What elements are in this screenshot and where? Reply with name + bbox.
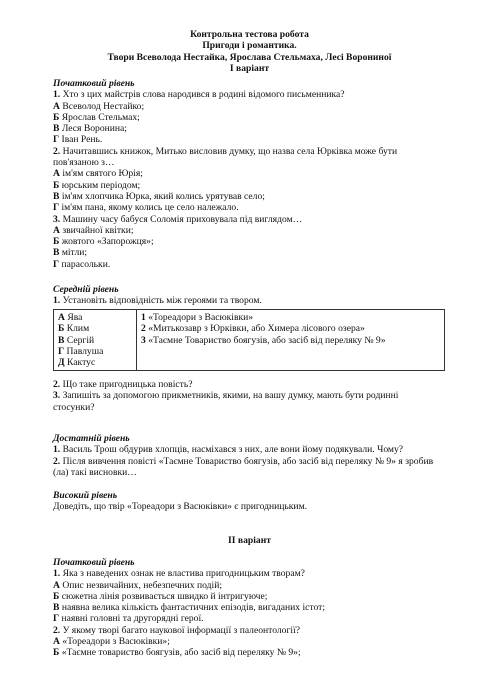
hero-item: Д Кактус <box>58 357 96 369</box>
task-text: Доведіть, що твір «Тореадори з Васюківки» є пригодницьким. <box>53 501 308 513</box>
variant-title: І варіант <box>229 62 270 74</box>
question-continued: пов'язаною з… <box>53 157 115 169</box>
level-heading: Середній рівень <box>53 284 119 295</box>
work-item: 3 «Таємне Товариство боягузів, або засіб від переляку № 9» <box>141 334 386 346</box>
answer-option: Г ім'ям пана, якому колись це село належало. <box>53 202 239 214</box>
answer-option: А ім'ям святого Юрія; <box>53 168 143 180</box>
answer-option: Г парасольки. <box>53 258 111 270</box>
answer-option: В Леся Воронина; <box>53 123 127 135</box>
works-title: Твори Всеволода Нестайка, Ярослава Стельмаха, Лесі Ворониної <box>107 51 392 63</box>
hero-item: А Ява <box>58 312 83 323</box>
topic-title: Пригоди і романтика. <box>202 40 297 52</box>
level-heading: Достатній рівень <box>53 433 130 444</box>
answer-option: Б «Таємне товариство боягузів, або засіб від переляку № 9»; <box>53 647 301 659</box>
heroes-column <box>54 310 137 371</box>
answer-option: Б Ярослав Стельмах; <box>53 111 140 123</box>
answer-option: Б жовтого «Запорожця»; <box>53 236 154 248</box>
answer-option: В ім'ям хлопчика Юрка, який колись урятував село; <box>53 190 265 202</box>
level-heading: Початковий рівень <box>53 557 135 568</box>
question: 2. Після вивчення повісті «Таємне Товариство боягузів, або засіб від переляку № 9» я зробив <box>53 455 434 467</box>
work-item: 1 «Тореадори з Васюківки» <box>141 312 254 323</box>
hero-item: Б Клим <box>58 323 90 335</box>
answer-option: Б сюжетна лінія розвивається швидко й інтригуюче; <box>53 590 268 602</box>
question: 2. Що таке пригодницька повість? <box>53 379 193 390</box>
answer-option: В мітли; <box>53 247 88 259</box>
answer-option: В наявна велика кількість фантастичних епізодів, вигаданих істот; <box>53 602 326 614</box>
test-title: Контрольна тестова робота <box>190 29 309 40</box>
v1-initial-level <box>53 78 453 270</box>
answer-option: Б юрським періодом; <box>53 179 141 191</box>
answer-option: Г наявні головні та другорядні герої. <box>53 613 204 625</box>
question: 3. Машину часу бабуся Соломія приховувала під виглядом… <box>53 213 303 225</box>
answer-option: А звичайної квітки; <box>53 224 134 236</box>
question-continued: (ла) такі висновки… <box>53 466 137 478</box>
level-heading: Початковий рівень <box>53 78 135 89</box>
document-header <box>0 29 499 74</box>
variant-2-title: ІІ варіант <box>228 535 271 546</box>
v1-high-level <box>53 490 453 513</box>
question: 1. Установіть відповідність між героями та твором. <box>53 295 262 307</box>
v1-sufficient-level <box>53 433 453 478</box>
question: 1. Василь Трош обдурив хлопців, насміхався з них, але вони йому подякували. Чому? <box>53 444 404 456</box>
question: 1. Яка з наведених ознак не властива пригодницьким творам? <box>53 568 305 580</box>
answer-option: А Опис незвичайних, небезпечних подій; <box>53 579 222 591</box>
hero-item: В Сергій <box>58 334 95 346</box>
v1-middle-level <box>53 284 453 307</box>
answer-option: Г Іван Рень. <box>53 134 103 146</box>
question: 2. У якому творі багато наукової інформації з палеонтології? <box>53 624 301 636</box>
works-column <box>137 310 445 371</box>
question: 2. Начитавшись книжок, Митько висловив думку, що назва села Юрківка може бути <box>53 145 398 157</box>
answer-option: А Всеволод Нестайко; <box>53 100 145 112</box>
matching-table <box>53 309 445 371</box>
work-item: 2 «Митькозавр з Юрківки, або Химера лісового озера» <box>141 323 365 335</box>
question-continued: стосунки? <box>53 401 95 413</box>
v1-middle-level-questions <box>53 379 453 413</box>
question: 3. Запишіть за допомогою прикметників, якими, на вашу думку, мають бути родинні <box>53 390 399 402</box>
hero-item: Г Павлуша <box>58 345 104 357</box>
level-heading: Високий рівень <box>53 490 118 501</box>
answer-option: А «Тореадори з Васюківки»; <box>53 636 170 648</box>
question: 1. Хто з цих майстрів слова народився в родині відомого письменника? <box>53 89 345 101</box>
v2-initial-level <box>53 557 453 659</box>
